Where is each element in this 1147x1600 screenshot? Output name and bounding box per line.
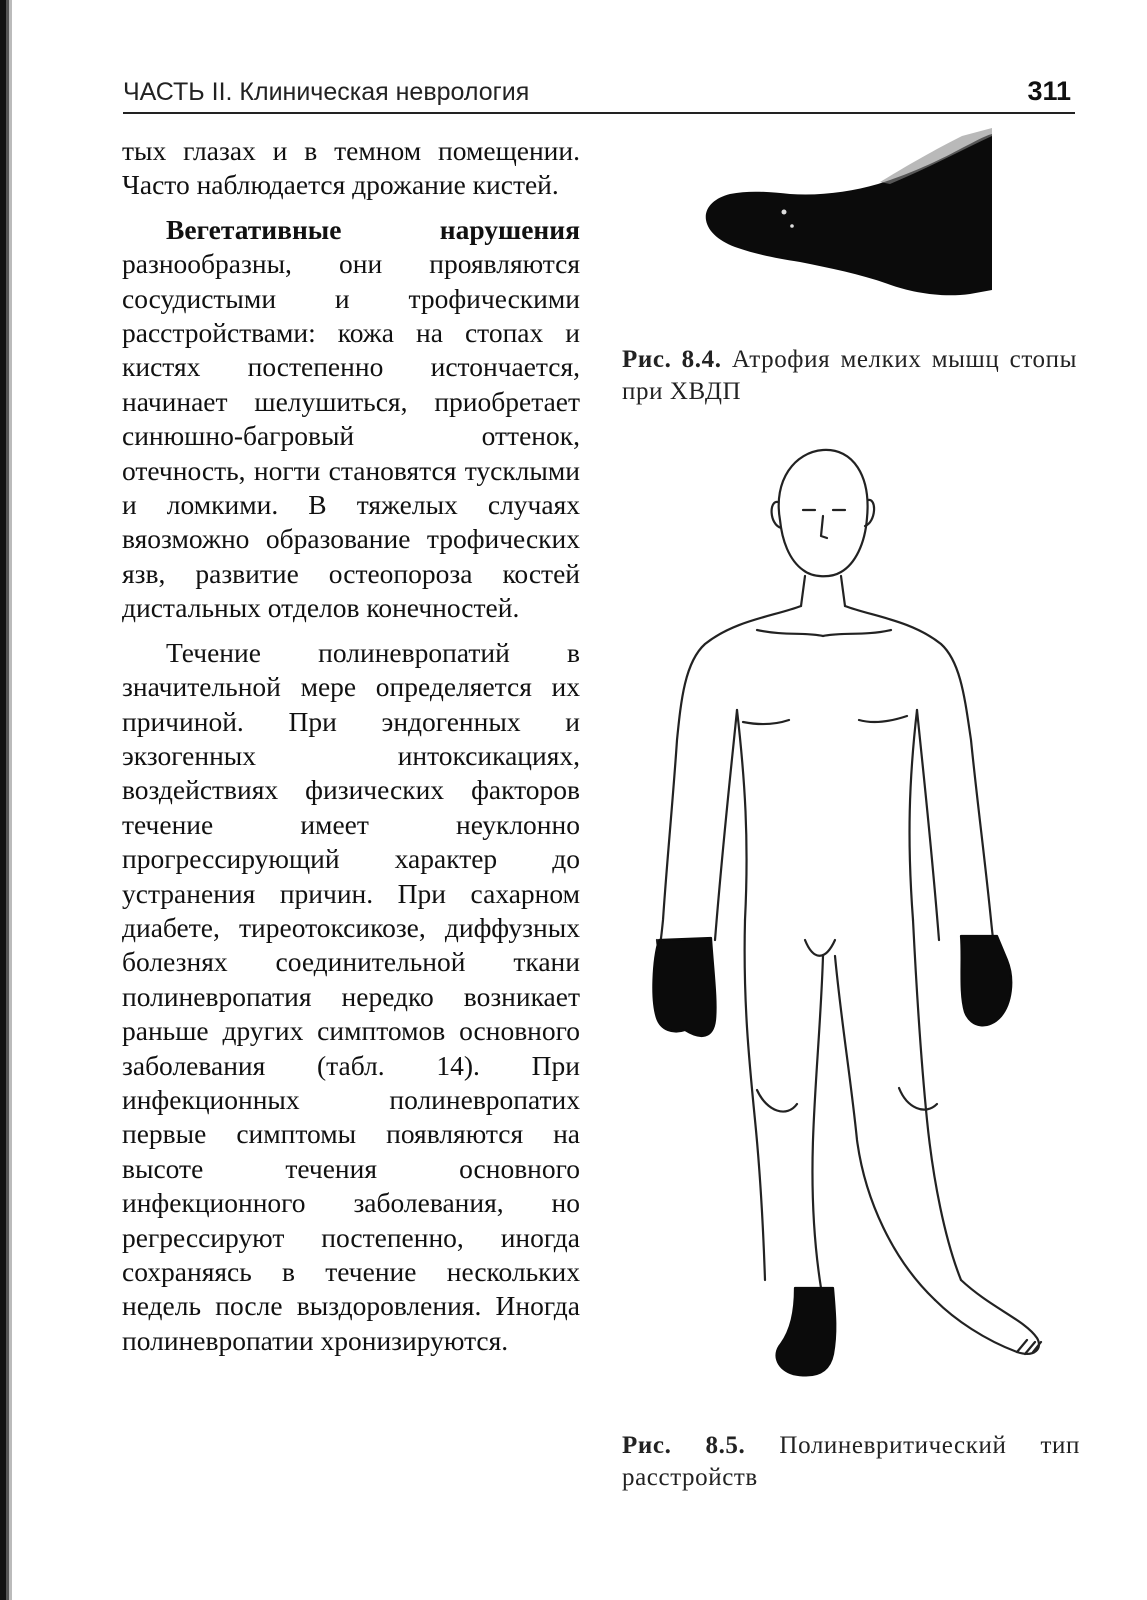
figure-8-5-label: Рис. 8.5.	[622, 1432, 746, 1459]
paragraph-3: Течение полиневропатий в значительной мере определяется их причиной. При эндогенных и экзогенных интоксикациях, воздействиях физических факторов течение имеет неуклонно прогрессирующий характер до устранения причин. При сахарном диабете, тиреотоксикозе, диффузных болезнях соединительной ткани полиневропатия нередко возникает раньше других симптомов основного заболевания (табл. 14). При инфекционных полиневропатих первые симптомы появляются на высоте течения основного инфекционного заболевания, но регрессируют постепенно, иногда сохраняясь в течение нескольких недель после выздоровления. Иногда полиневропатии хронизируются.	[122, 636, 580, 1356]
knee-right	[899, 1088, 937, 1110]
leg-left-inner	[812, 956, 823, 1288]
chest-left	[743, 720, 789, 724]
neck-outline	[801, 576, 845, 606]
foot-highlight	[782, 210, 787, 215]
inner-arm-right	[917, 710, 939, 940]
figure-8-4-text: Атрофия мелких мышц стопы при ХВДП	[622, 346, 1078, 405]
shaded-hand-left	[653, 938, 715, 1036]
leg-right-inner	[835, 956, 935, 1300]
collarbone-line	[757, 630, 891, 636]
groin-line	[805, 940, 835, 956]
book-spine-edge	[0, 0, 14, 1600]
shaded-foot-left	[777, 1288, 836, 1375]
running-title: ЧАСТЬ II. Клиническая неврология	[123, 78, 530, 106]
head-outline	[779, 450, 868, 576]
leg-right-outer	[913, 920, 961, 1280]
waist-left	[737, 710, 747, 920]
figure-8-5-text: Полиневритический тип расстройств	[622, 1432, 1080, 1491]
inner-arm-left	[715, 710, 737, 940]
figure-8-5-body-diagram	[645, 440, 1065, 1400]
figure-8-4-foot-photo	[700, 122, 1000, 312]
knee-left	[757, 1090, 797, 1112]
page-header	[123, 76, 1075, 114]
body-text-column	[122, 134, 580, 1358]
body-contour-right	[845, 606, 997, 948]
figure-8-4-caption	[622, 344, 1077, 408]
foot-silhouette	[706, 134, 992, 295]
chest-right	[859, 716, 907, 722]
toes-right	[1017, 1340, 1041, 1354]
shaded-hand-right	[961, 936, 1011, 1025]
term-vegetative-disorders: Вегетативные нарушения	[166, 213, 580, 245]
paragraph-2	[122, 213, 580, 626]
page-number: 311	[1027, 76, 1071, 106]
foot-highlight	[790, 224, 794, 228]
waist-right	[910, 710, 917, 920]
figure-8-4-label: Рис. 8.4.	[622, 346, 722, 373]
face-features	[803, 510, 845, 538]
figure-8-5-caption	[622, 1430, 1080, 1494]
paragraph-2-rest: разнообразны, они проявляются сосудистыми и трофическими расстройствами: кожа на стопах и кистях постепенно истончается, начинает шелушиться, приобретает синюшно-багровый оттенок, отечность, ногти становятся тусклыми и ломкими. В тяжелых случаях вяозможно образование трофических язв, развитие остеопороза костей дистальных отделов конечностей.	[122, 248, 580, 624]
paragraph-1: тых глазах и в темном помещении. Часто наблюдается дрожание кистей.	[122, 135, 580, 201]
